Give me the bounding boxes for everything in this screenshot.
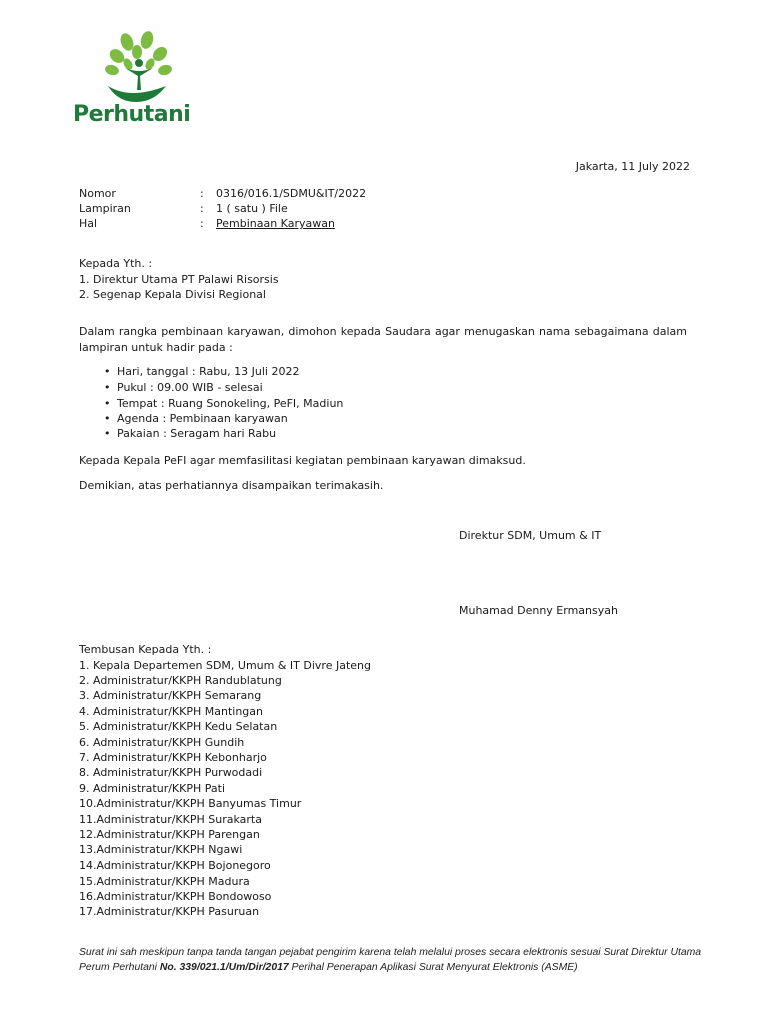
cc-item: 16.Administratur/KKPH Bondowoso — [79, 890, 272, 903]
bullet-item — [104, 397, 343, 410]
bullet-text: Tempat : Ruang Sonokeling, PeFI, Madiun — [117, 397, 344, 410]
bullet-dot: • — [104, 427, 111, 440]
cc-heading: Tembusan Kepada Yth. : — [79, 643, 212, 656]
bullet-dot: • — [104, 397, 111, 410]
cc-item: 9. Administratur/KKPH Pati — [79, 782, 226, 795]
cc-item: 6. Administratur/KKPH Gundih — [79, 736, 245, 749]
bullet-text: Agenda : Pembinaan karyawan — [117, 412, 288, 425]
cc-item: 5. Administratur/KKPH Kedu Selatan — [79, 720, 278, 733]
bullet-text: Hari, tanggal : Rabu, 13 Juli 2022 — [117, 365, 300, 378]
cc-item: 1. Kepala Departemen SDM, Umum & IT Divre Jateng — [79, 659, 371, 672]
cc-item: 4. Administratur/KKPH Mantingan — [79, 705, 263, 718]
bullet-dot: • — [104, 381, 111, 394]
subject-value: Pembinaan Karyawan — [216, 217, 335, 230]
bullet-text: Pakaian : Seragam hari Rabu — [117, 427, 277, 440]
bullet-item — [104, 412, 288, 425]
cc-item: 2. Administratur/KKPH Randublatung — [79, 674, 282, 687]
meta-key: Lampiran — [79, 202, 131, 215]
footer-text-1: Surat ini sah meskipun tanpa tanda tangan pejabat pengirim karena telah melalui proses secara elektronis sesuai Surat Direktur Utama Perum Perhutani — [79, 947, 702, 973]
cc-item: 14.Administratur/KKPH Bojonegoro — [79, 859, 271, 872]
logo-wordmark: Perhutani — [73, 102, 191, 127]
cc-item: 13.Administratur/KKPH Ngawi — [79, 843, 243, 856]
cc-item: 7. Administratur/KKPH Kebonharjo — [79, 751, 267, 764]
letter-date: Jakarta, 11 July 2022 — [575, 160, 690, 173]
body-intro: Dalam rangka pembinaan karyawan, dimohon kepada Saudara agar menugaskan nama sebagaimana dalam lampiran untuk hadir pada : — [79, 325, 687, 354]
bullet-item — [104, 365, 299, 378]
meta-colon: : — [200, 217, 204, 230]
bullet-item — [104, 427, 276, 440]
cc-item: 8. Administratur/KKPH Purwodadi — [79, 766, 263, 779]
meta-value: 0316/016.1/SDMU&IT/2022 — [216, 187, 367, 200]
footer-text-2: Perihal Penerapan Aplikasi Surat Menyurat Elektronis (ASME) — [288, 962, 578, 973]
signature-name: Muhamad Denny Ermansyah — [459, 604, 618, 617]
body-paragraph-3: Demikian, atas perhatiannya disampaikan terimakasih. — [79, 479, 384, 492]
cc-item: 3. Administratur/KKPH Semarang — [79, 689, 262, 702]
meta-value: 1 ( satu ) File — [216, 202, 288, 215]
meta-key: Hal — [79, 217, 98, 230]
cc-item: 15.Administratur/KKPH Madura — [79, 875, 250, 888]
bullet-text: Pukul : 09.00 WIB - selesai — [117, 381, 263, 394]
cc-item: 17.Administratur/KKPH Pasuruan — [79, 905, 260, 918]
cc-item: 11.Administratur/KKPH Surakarta — [79, 813, 262, 826]
tree-logo-icon — [70, 30, 210, 104]
electronic-validity-note — [79, 945, 719, 975]
footer-decree-number: No. 339/021.1/Um/Dir/2017 — [159, 962, 289, 973]
recipient-item: 2. Segenap Kepala Divisi Regional — [79, 288, 266, 301]
recipients-heading: Kepada Yth. : — [79, 257, 153, 270]
bullet-dot: • — [104, 365, 111, 378]
bullet-dot: • — [104, 412, 111, 425]
recipient-item: 1. Direktur Utama PT Palawi Risorsis — [79, 273, 279, 286]
body-paragraph-2: Kepada Kepala PeFI agar memfasilitasi kegiatan pembinaan karyawan dimaksud. — [79, 454, 526, 467]
meta-colon: : — [200, 187, 204, 200]
meta-key: Nomor — [79, 187, 116, 200]
cc-item: 10.Administratur/KKPH Banyumas Timur — [79, 797, 302, 810]
signature-title: Direktur SDM, Umum & IT — [459, 529, 602, 542]
meta-colon: : — [200, 202, 204, 215]
cc-item: 12.Administratur/KKPH Parengan — [79, 828, 260, 841]
perhutani-logo — [70, 30, 210, 130]
bullet-item — [104, 381, 263, 394]
